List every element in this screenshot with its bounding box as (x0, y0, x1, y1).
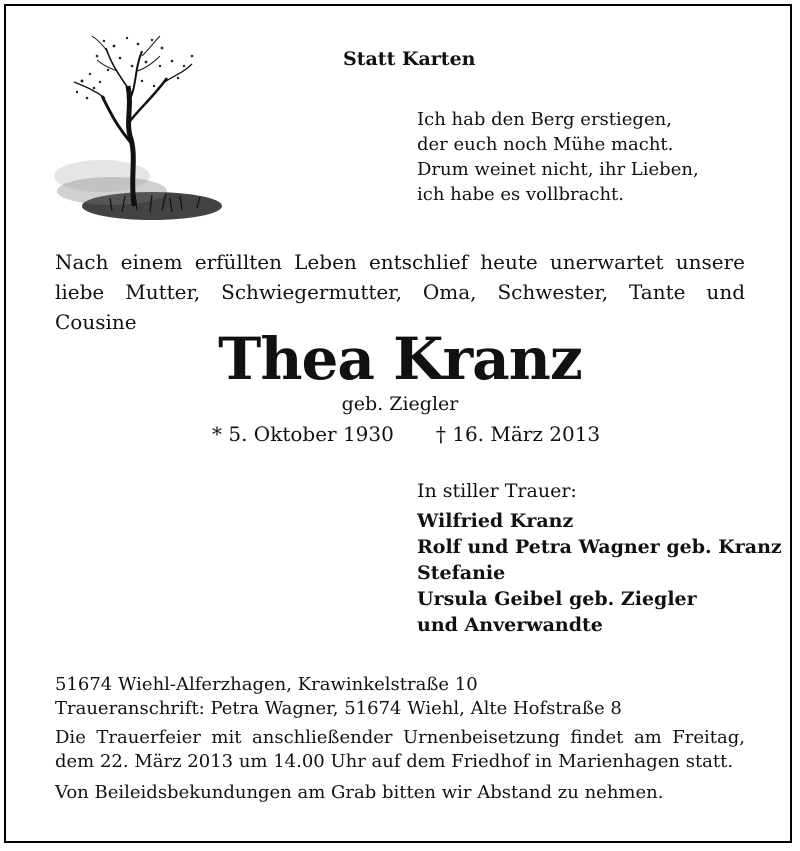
mourner-name: Ursula Geibel geb. Ziegler (417, 588, 697, 610)
poem (417, 107, 699, 207)
death-date: † 16. März 2013 (435, 422, 601, 446)
poem-line: Drum weinet nicht, ihr Lieben, (417, 159, 699, 180)
condolence-note: Von Beileidsbekundungen am Grab bitten wir Abstand zu nehmen. (55, 782, 664, 803)
mourner-name: Rolf und Petra Wagner geb. Kranz (417, 536, 782, 558)
home-address: 51674 Wiehl-Alferzhagen, Krawinkelstraße 10 (55, 674, 478, 695)
deceased-name: Thea Kranz (218, 325, 582, 393)
maiden-name: geb. Ziegler (341, 393, 459, 415)
life-dates (212, 420, 600, 448)
header-title: Statt Karten (343, 48, 476, 70)
mourning-address: Traueranschrift: Petra Wagner, 51674 Wiehl, Alte Hofstraße 8 (55, 698, 622, 719)
poem-line: ich habe es vollbracht. (417, 184, 624, 205)
poem-line: Ich hab den Berg erstiegen, (417, 109, 672, 130)
mourner-list (417, 508, 782, 638)
poem-line: der euch noch Mühe macht. (417, 134, 674, 155)
mourner-name: Wilfried Kranz (417, 510, 574, 532)
tree-icon (42, 26, 232, 226)
ceremony-info: Die Trauerfeier mit anschließender Urnenbeisetzung findet am Freitag, dem 22. März 2013 um 14.00 Uhr auf dem Friedhof in Marienhagen statt. (55, 727, 745, 772)
mourner-name: Stefanie (417, 562, 506, 584)
mourner-name: und Anverwandte (417, 614, 603, 636)
birth-date: * 5. Oktober 1930 (212, 422, 394, 446)
footer (55, 673, 745, 805)
intro-text: Nach einem erfüllten Leben entschlief heute unerwartet unsere liebe Mutter, Schwiegermutter, Oma, Schwester, Tante und Cousine (55, 250, 745, 334)
mourning-label: In stiller Trauer: (417, 480, 577, 502)
